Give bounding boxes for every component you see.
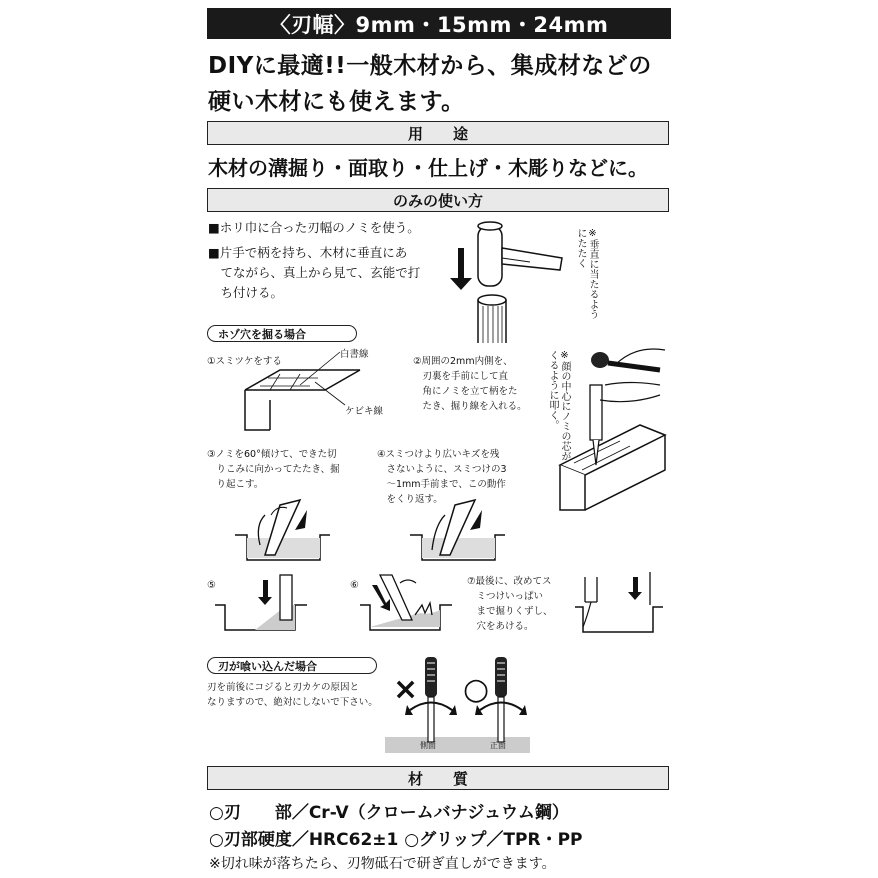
usage-heading: 用 途 [207,121,669,145]
material-line-1: ○刃 部／Cr-V（クロームバナジュウム鋼） [209,803,569,823]
mortise-step-2-line-4: たき、掘り線を入れる。 [413,401,527,412]
right-mark-icon: ○ [463,672,490,707]
chisel-vertical-diagram [215,575,310,635]
mortise-step-3-line-2: りこみに向かってたたき、掘 [207,464,340,475]
mortise-step-2-line-2: 刃裏を手前にして直 [413,371,509,382]
lead-line-1: DIYに最適!!一般木材から、集成材などの [208,53,652,79]
mortise-step-2-line-1: ②周囲の2mm内側を、 [413,356,513,367]
wrong-mark-icon: × [393,672,419,707]
mortise-label-gauge-line: ケビキ線 [345,406,384,417]
face-center-note: ※顔の中心にノミの芯がくるように叩く。 [547,350,570,461]
chisel-lift-diagram [360,575,455,635]
mortise-step-7-line-2: ミつけいっぱい [467,591,544,602]
mortise-step-5: ⑤ [207,580,216,591]
material-heading: 材 質 [207,766,669,790]
mortise-step-1: ①スミツケをする [207,356,282,367]
marked-wood-illustration [240,360,360,440]
chisel-angle-diagram-1 [235,500,330,565]
mortise-step-3-line-1: ③ノミを60°傾けて、できた切 [207,449,337,460]
vertical-hit-note: ※垂直に当たるようにたたく [575,228,598,319]
mortise-step-3-line-3: り起こす。 [207,479,264,490]
mortise-label-white-line: 白書線 [340,349,369,360]
stuck-chisel-illustration [385,655,535,755]
usage-text: 木材の溝掘り・面取り・仕上げ・木彫りなどに。 [208,156,648,180]
mortise-step-4-line-1: ④スミつけより広いキズを残 [377,449,500,460]
mortise-step-4-line-4: をくり返す。 [377,494,443,505]
mortise-step-6: ⑥ [350,580,359,591]
lead-line-2: 硬い木材にも使えます。 [208,89,465,115]
howto-step-2-line-2: てながら、真上から見て、玄能で打 [208,265,421,280]
down-arrow-icon [450,248,472,290]
howto-step-1: ■ホリ巾に合った刃幅のノミを使う。 [208,220,420,235]
front-view-label: 正面 [490,741,506,750]
material-line-2: ○刃部硬度／HRC62±1 ○グリップ／TPR・PP [209,830,583,850]
chisel-angle-diagram-2 [410,500,505,565]
mortise-label: ホゾ穴を掘る場合 [207,325,357,342]
stuck-blade-label: 刃が喰い込んだ場合 [207,657,377,674]
hand-chisel-illustration [560,345,670,515]
mortise-step-7-line-3: まで掘りくずし、 [467,606,553,617]
sharpening-note: ※切れ味が落ちたら、刃物砥石で研ぎ直しができます。 [209,856,556,872]
stuck-text-line-1: 刃を前後にコジると刃カケの原因と [207,682,360,693]
howto-heading: のみの使い方 [207,188,669,212]
mortise-step-7-line-4: 穴をあける。 [467,621,534,632]
mortise-step-7-line-1: ⑦最後に、改めてス [467,576,552,587]
width-banner: 〈刃幅〉9mm・15mm・24mm [207,8,671,39]
mortise-step-2-line-3: 角にノミを立て柄をた [413,386,518,397]
stuck-text-line-2: なりますので、絶対にしないで下さい。 [207,697,378,708]
final-hole-diagram [575,572,665,637]
mortise-step-4-line-3: 〜1mm手前まで、この動作 [377,479,506,490]
side-view-label: 側面 [420,741,436,750]
howto-step-2-line-1: ■片手で柄を持ち、木材に垂直にあ [208,245,408,260]
howto-step-2-line-3: ち付ける。 [208,285,284,300]
mortise-step-4-line-2: さないように、スミつけの3 [377,464,507,475]
